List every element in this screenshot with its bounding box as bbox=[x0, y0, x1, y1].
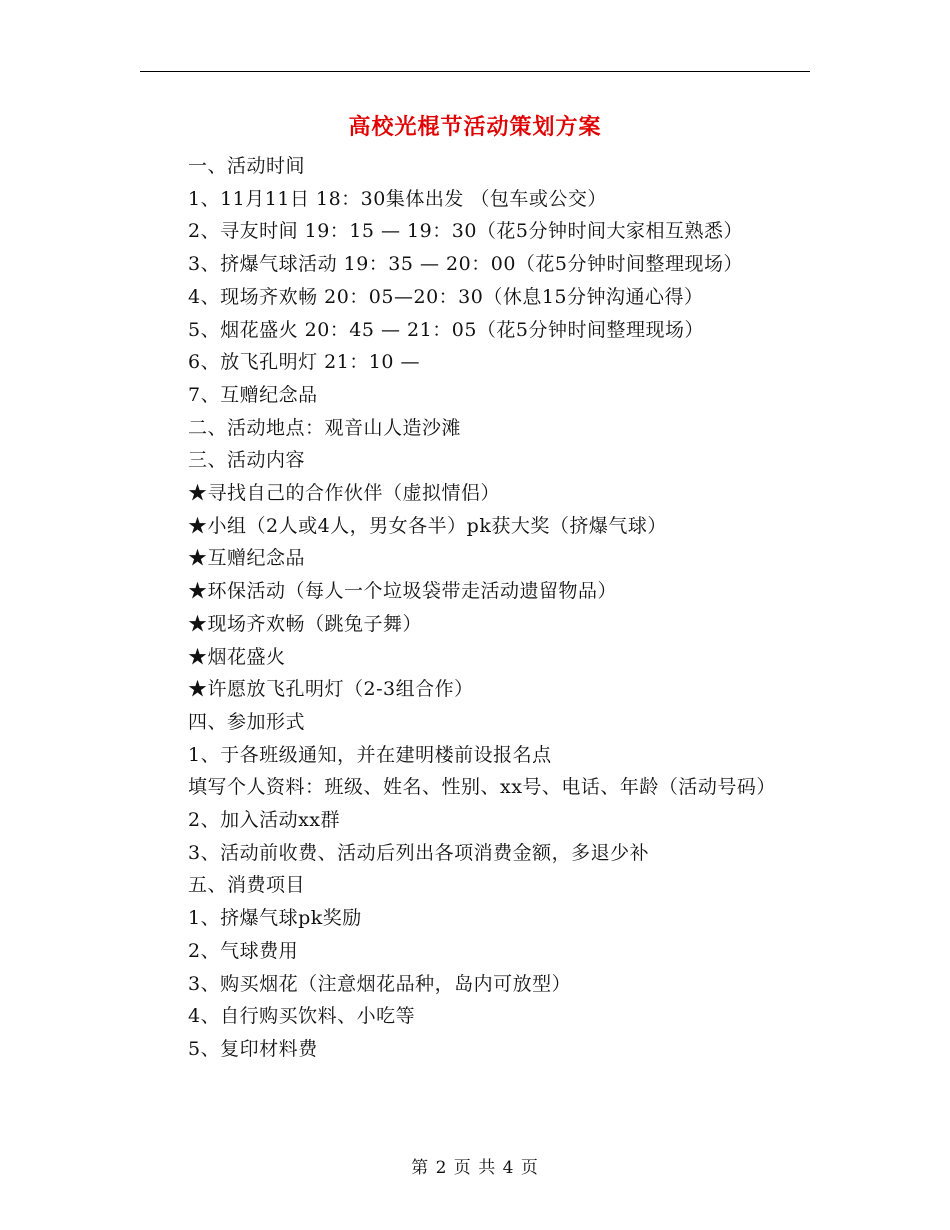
line-5: 4、现场齐欢畅 20：05—20：30（休息15分钟沟通心得） bbox=[188, 285, 704, 308]
line-26: 3、购买烟花（注意烟花品种，岛内可放型） bbox=[188, 972, 572, 995]
line-2: 1、11月11日 18：30集体出发 （包车或公交） bbox=[188, 187, 607, 210]
line-21: 2、加入活动xx群 bbox=[188, 809, 341, 832]
document-title: 高校光棍节活动策划方案 bbox=[348, 114, 602, 140]
line-22: 3、活动前收费、活动后列出各项消费金额，多退少补 bbox=[188, 841, 650, 864]
page-footer: 第 2 页 共 4 页 bbox=[411, 1158, 539, 1178]
line-8: 7、互赠纪念品 bbox=[188, 383, 318, 406]
line-23: 五、消费项目 bbox=[188, 874, 306, 897]
line-6: 5、烟花盛火 20：45 — 21：05（花5分钟时间整理现场） bbox=[188, 318, 705, 341]
header-rule bbox=[140, 71, 810, 72]
line-10: 三、活动内容 bbox=[188, 449, 306, 472]
document-body bbox=[140, 150, 810, 1066]
line-14: ★环保活动（每人一个垃圾袋带走活动遗留物品） bbox=[188, 580, 618, 603]
line-13: ★互赠纪念品 bbox=[188, 547, 306, 570]
line-20: 填写个人资料：班级、姓名、性别、xx号、电话、年龄（活动号码） bbox=[188, 776, 776, 799]
line-7: 6、放飞孔明灯 21：10 — bbox=[188, 351, 421, 374]
line-18: 四、参加形式 bbox=[188, 710, 306, 733]
line-3: 2、寻友时间 19：15 — 19：30（花5分钟时间大家相互熟悉） bbox=[188, 220, 744, 243]
line-17: ★许愿放飞孔明灯（2-3组合作） bbox=[188, 678, 474, 701]
line-27: 4、自行购买饮料、小吃等 bbox=[188, 1005, 416, 1028]
line-28: 5、复印材料费 bbox=[188, 1037, 318, 1060]
line-11: ★寻找自己的合作伙伴（虚拟情侣） bbox=[188, 482, 501, 505]
line-16: ★烟花盛火 bbox=[188, 645, 286, 668]
line-4: 3、挤爆气球活动 19：35 — 20：00（花5分钟时间整理现场） bbox=[188, 253, 744, 276]
line-25: 2、气球费用 bbox=[188, 939, 299, 962]
line-15: ★现场齐欢畅（跳兔子舞） bbox=[188, 612, 423, 635]
line-9: 二、活动地点：观音山人造沙滩 bbox=[188, 416, 462, 439]
line-1: 一、活动时间 bbox=[188, 155, 306, 177]
line-24: 1、挤爆气球pk奖励 bbox=[188, 907, 362, 930]
line-12: ★小组（2人或4人，男女各半）pk获大奖（挤爆气球） bbox=[188, 514, 667, 537]
line-19: 1、于各班级通知，并在建明楼前设报名点 bbox=[188, 743, 552, 766]
